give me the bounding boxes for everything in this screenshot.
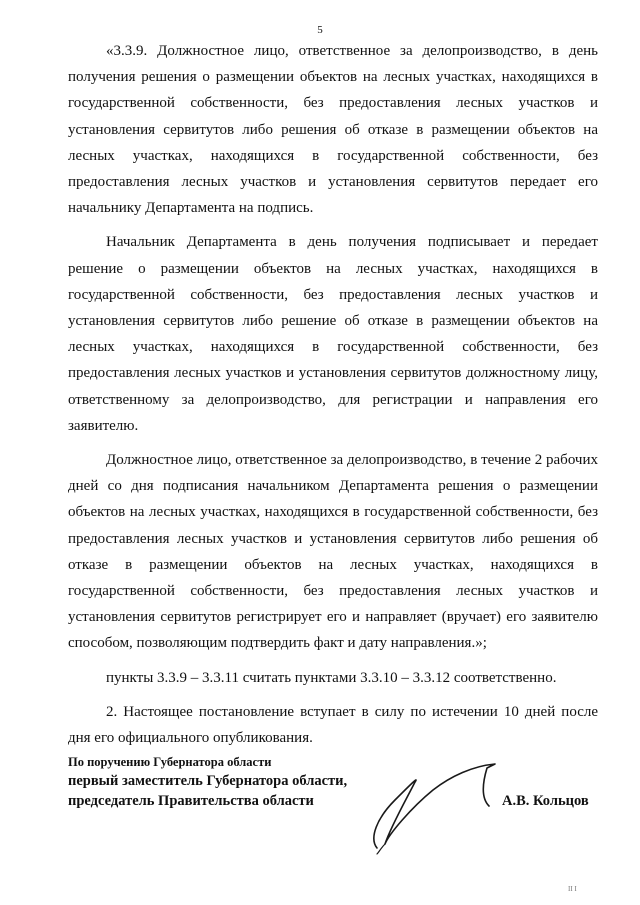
signatory-position-line1: первый заместитель Губернатора области,: [68, 773, 348, 789]
paragraph-entry-into-force: 2. Настоящее постановление вступает в силу по истечении 10 дней после дня его официального опубликования.: [68, 703, 598, 747]
paragraph-official-registers: Должностное лицо, ответственное за делопроизводство, в течение 2 рабочих дней со дня подписания начальником Департамента решения о размещении объектов на лесных участках, находящихся в государственной собственности, без предоставления лесных участков и установления сервитутов либо решения об отказе в размещении объектов на лесных участках, находящихся в государственной собственности, без предоставления лесных участков и установления сервитутов регистрирует его и направляет (вручает) его заявителю способом, позволяющим подтвердить факт и дату направления.»;: [68, 452, 598, 652]
signature-authority-line: По поручению Губернатора области: [68, 755, 272, 769]
handwritten-signature: [355, 748, 505, 858]
paragraph-renumbering: пункты 3.3.9 – 3.3.11 считать пунктами 3.3.10 – 3.3.12 соответственно.: [106, 669, 557, 686]
page-number: 5: [317, 24, 323, 36]
paragraph-3-3-9: «3.3.9. Должностное лицо, ответственное за делопроизводство, в день получения решения о размещении объектов на лесных участках, находящихся в государственной собственности, без предоставления лесных участков и установления сервитутов либо решения об отказе в размещении объектов на лесных участках, находящихся в государственной собственности, без предоставления лесных участков и установления сервитутов передает его начальнику Департамента на подпись.: [68, 43, 598, 217]
document-body: [68, 38, 598, 751]
signatory-position-line2: председатель Правительства области: [68, 793, 314, 809]
paragraph-head-signs: Начальник Департамента в день получения подписывает и передает решение о размещении объектов на лесных участках, находящихся в государственной собственности, без предоставления лесных участков и установления сервитутов либо решение об отказе в размещении объектов на лесных участках, находящихся в государственной собственности, без предоставления лесных участков и установления сервитутов должностному лицу, ответственному за делопроизводство, для регистрации и направления его заявителю.: [68, 234, 598, 434]
footer-mark: II I: [568, 885, 577, 893]
signatory-name: А.В. Кольцов: [502, 793, 589, 809]
